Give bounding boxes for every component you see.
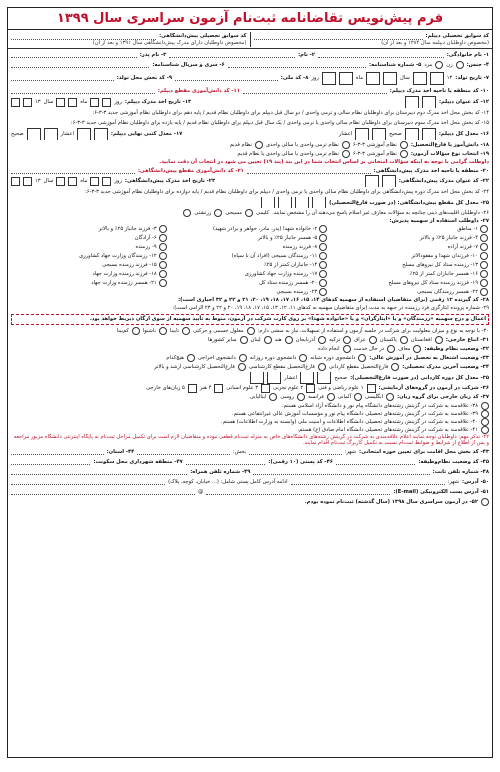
f26-opt: مسیحی [225, 209, 243, 216]
f23-month-label: ماه [80, 178, 88, 184]
quota-item[interactable] [12, 234, 167, 242]
f31-opt: لبنان [250, 337, 261, 343]
quota-warning [11, 314, 489, 325]
f18-radio[interactable] [342, 141, 350, 149]
quota-item[interactable] [333, 261, 488, 269]
f22-box[interactable] [365, 175, 379, 187]
f23-label: ۲۳- تاریخ اخذ مدرک پیش‌دانشگاهی: [124, 178, 216, 184]
f12-box[interactable] [405, 96, 419, 108]
f19-radio[interactable] [400, 150, 408, 158]
f23-day-label: روز [114, 178, 122, 184]
f43-district-label: بخش: [232, 448, 247, 455]
diploma-code-field[interactable] [254, 34, 423, 40]
f40-checkbox[interactable] [481, 418, 489, 426]
f37-radio[interactable] [297, 393, 305, 401]
f32-radio[interactable] [413, 345, 421, 353]
quota-label: ۲۳- رزمنده بسیجی [276, 289, 318, 295]
f34-radio[interactable] [391, 363, 399, 371]
f7-year-label: سال [399, 75, 410, 81]
f10-field[interactable] [243, 88, 387, 94]
f32-opt: در حال خدمت [353, 346, 385, 352]
f16-dec-label: اعشار [338, 131, 353, 137]
f6-label: ۶- سری و سریال شناسنامه: [152, 62, 225, 68]
quota-label: ۱- مناطق [457, 226, 478, 232]
f15-label: ۱۵- کد بخش محل اخذ مدرک سوم دبیرستان برای داوطلبان نظام سالی واحدی یا ترمی واحدی / یک سال قبل دیپلم برای داوطلبان نظام قدیم / پایه یازده برای داوطلبان نظام آموزشی جدید ۳-۳-۶: [70, 120, 489, 126]
f23-year-label: سال [43, 178, 54, 184]
f45-label: ۴۵- کد وضعیت نظام‌وظیفه: [418, 458, 489, 465]
f47-field[interactable] [11, 459, 90, 465]
quota-label: ۱۸- فرزند رزمنده وزارت جهاد [92, 271, 157, 277]
quota-item[interactable] [12, 252, 167, 260]
f9-field[interactable] [11, 75, 114, 81]
f20-field[interactable] [247, 168, 371, 174]
f37-radio[interactable] [327, 393, 335, 401]
f31-opt: سایر کشورها [208, 337, 237, 343]
f33-opt: دانشجوی اخراجی [197, 355, 236, 361]
f7-year-box[interactable] [430, 72, 444, 85]
registration-form [7, 7, 493, 758]
f1-label: ۱- نام خانوادگی: [446, 52, 489, 58]
f13-month-box[interactable] [68, 98, 77, 107]
f25-box[interactable] [261, 197, 275, 208]
f37-opt: آلمانی [337, 394, 352, 400]
f37-radio[interactable] [269, 393, 277, 401]
f13-year-label: سال [43, 99, 54, 105]
f26-radio[interactable] [214, 209, 222, 217]
f35-int-box[interactable] [300, 372, 314, 384]
f18-radio[interactable] [400, 141, 408, 149]
f23-year-box[interactable] [11, 177, 20, 186]
quota-item[interactable] [12, 261, 167, 269]
quota-label: ۷- فرزند آزاده [447, 244, 478, 250]
quota-label: ۹- رزمنده [135, 244, 157, 250]
f33-radio[interactable] [299, 354, 307, 362]
quota-item[interactable] [173, 270, 328, 278]
f17-int-label: اعشار [60, 131, 74, 137]
gender-female-label: زن [446, 62, 453, 68]
f27-label: ۲۷- داوطلب استفاده از سهمیه پذیرش: [389, 218, 489, 224]
quota-item[interactable] [173, 252, 328, 260]
f31-opt: هند [274, 337, 282, 343]
f34-radio[interactable] [318, 363, 326, 371]
f33-opt: هیچ‌کدام [166, 355, 184, 361]
predegree-code-note: (مخصوص داوطلبان دارای مدرک پیش‌دانشگاهی سال ۱۳۹۱ و بعد از آن) [92, 39, 247, 46]
f13-month-label: ماه [80, 99, 88, 105]
f36-checkbox[interactable] [261, 384, 270, 393]
f30-radio[interactable] [132, 327, 140, 335]
quota-label: ۲- خانواده شهدا (پدر، مادر، خواهر و برادر شهید) [212, 226, 318, 232]
f31-radio[interactable] [343, 336, 351, 344]
f16-int-box[interactable] [422, 128, 436, 140]
f33-radio[interactable] [187, 354, 195, 362]
f19-radio[interactable] [342, 150, 350, 158]
f35-int-box[interactable] [317, 372, 331, 384]
f13-digits: ۱۳ [35, 99, 41, 105]
f34-opt: فارغ‌التحصیل کارشناسی ارشد و بالاتر [154, 364, 235, 370]
f7-month-box[interactable] [366, 72, 380, 85]
f31-radio[interactable] [240, 336, 248, 344]
f44-field[interactable] [11, 449, 104, 455]
f12-box[interactable] [422, 96, 436, 108]
quota-item[interactable] [12, 279, 167, 287]
quota-label: ۱۲- رزمندگان وزارت جهاد کشاورزی [79, 253, 157, 259]
f37-opt: ایتالیایی [249, 394, 267, 400]
quota-label: ۱۵- فرزند رزمنده بسیجی [102, 262, 157, 268]
f36-checkbox[interactable] [367, 384, 376, 393]
f7-day-box[interactable] [322, 72, 336, 85]
f25-box[interactable] [295, 197, 309, 208]
f23-month-box[interactable] [68, 177, 77, 186]
f30-opt: نابینا [169, 328, 180, 334]
f7-day-label: روز [311, 75, 319, 81]
f35-int-label: صحیح [334, 374, 348, 381]
f7-year-box[interactable] [413, 72, 427, 85]
f34-opt: فارغ‌التحصیل مقطع کارشناسی [248, 364, 315, 370]
f37-opt: فرانسه [308, 394, 324, 400]
f49-label: ۴۹- شماره تلفن همراه: [190, 468, 251, 475]
f21-label: ۲۱- کد دانش‌آموزی مقطع پیش‌دانشگاهی: [137, 167, 244, 174]
f12-label: ۱۲- کد عنوان دیپلم: [438, 99, 489, 105]
f5-label: ۵- شماره شناسنامه: [369, 62, 422, 68]
f33-opt: دانشجوی دوره شبانه [310, 355, 356, 361]
f35-dec-label: اعشار [284, 374, 298, 381]
f34-radio[interactable] [238, 363, 246, 371]
f52-checkbox[interactable] [481, 498, 489, 506]
f17-dec-box[interactable] [27, 128, 41, 140]
f11-field[interactable] [11, 88, 155, 94]
f32-radio[interactable] [343, 345, 351, 353]
f32-opt: معاف [398, 346, 411, 352]
f50-address-field[interactable] [11, 479, 165, 485]
f33-opt: دانشجوی دوره روزانه [249, 355, 297, 361]
f16-dec-box[interactable] [372, 128, 386, 140]
f36-checkbox[interactable] [306, 384, 315, 393]
f35-label: ۳۵- معدل کل دوره کاردانی (در صورت فارغ‌التحصیلی): [350, 374, 489, 381]
f34-label: ۳۴- وضعیت آخرین مدرک تحصیلی: [402, 364, 489, 370]
quota-label: ۵- همسر جانباز ۲۵٪ و بالاتر [258, 235, 318, 241]
f21-field[interactable] [11, 168, 135, 174]
quota-label: ۲۱- همسر رزمنده وزارت جهاد [91, 280, 157, 286]
f33-label: ۳۳- وضعیت اشتغال به تحصیل در آموزش عالی: [369, 355, 489, 361]
predegree-code-field[interactable] [11, 34, 156, 40]
f22-box[interactable] [382, 175, 396, 187]
f18-opt: نظام ترمی واحدی یا سالی واحدی [265, 141, 339, 148]
f23-year-box[interactable] [23, 177, 32, 186]
gender-male-label: مرد [424, 62, 433, 68]
f33-radio[interactable] [358, 354, 366, 362]
f37-radio[interactable] [386, 393, 394, 401]
f30-label: ۳۰- با توجه به نوع و میزان معلولیت برای شرکت در جلسه آزمون و استفاده از تسهیلات، نیاز به منشی دارم: [257, 328, 489, 334]
f22-label: ۲۲- کد عنوان مدرک پیش‌دانشگاهی: [398, 178, 489, 184]
quota-label: ۱۹- فرزند رزمنده ستاد کل نیروهای مسلح [388, 280, 478, 286]
f20-label: ۲۰- منطقه یا ناحیه اخذ مدرک پیش‌دانشگاهی: [373, 167, 489, 174]
f16-label: ۱۶- معدل کل دیپلم: [438, 131, 489, 137]
quota-label: ۲۰- همسر رزمنده ستاد کل [259, 280, 318, 286]
gender-male-radio[interactable] [435, 61, 443, 69]
quota-item[interactable] [333, 270, 488, 278]
f47-label: ۴۷- منطقه شهرداری محل سکونت: [93, 458, 183, 465]
f41-checkbox[interactable] [481, 426, 489, 434]
f31-opt: آذربایجان [295, 337, 316, 343]
f3-label: ۳- نام پدر: [139, 52, 167, 58]
f50-city-label: شهر: [447, 478, 460, 485]
f43-district-field[interactable] [137, 449, 230, 455]
f6-field[interactable] [11, 62, 149, 68]
f37-opt: روسی [280, 394, 295, 400]
f5-field[interactable] [228, 62, 366, 68]
quota-label: ۸- فرزند رزمنده [282, 244, 318, 250]
f3-field[interactable] [11, 52, 137, 58]
f14-label: ۱۴- کد بخش محل اخذ مدرک دوم دبیرستان برای داوطلبان نظام سالی و ترمی واحدی / دو سال قبل دیپلم برای داوطلبان نظام قدیم / پایه دهم برای داوطلبان نظام آموزشی جدید ۳-۳-۶: [92, 110, 489, 116]
quota-item[interactable] [333, 288, 488, 296]
f23-digits: ۱۳ [35, 178, 41, 184]
f35-dec-box[interactable] [250, 372, 264, 384]
f51-label: ۵۱- آدرس پست الکترونیکی (E-mail): [393, 488, 489, 495]
f25-box[interactable] [278, 197, 292, 208]
f4-label: ۴- جنس: [466, 62, 489, 68]
quota-item[interactable] [173, 243, 328, 251]
quota-label: ۱۷- رزمنده وزارت جهاد کشاورزی [244, 271, 318, 277]
f35-dec-box[interactable] [267, 372, 281, 384]
quota-label: ۳- فرزند جانباز ۲۵٪ و بالاتر [98, 226, 157, 232]
f18-label: ۱۸- دانش‌آموز یا فارغ‌التحصیل: [410, 141, 489, 148]
f36-opt: ۵ زبان‌های خارجی [146, 385, 185, 391]
quota-item[interactable] [173, 261, 328, 269]
f50-hint: ادامه آدرس کامل پستی شامل: (... خیابان، کوچه، پلاک) [168, 478, 288, 485]
header-codes [8, 32, 492, 47]
f7-digits: ۱۳ [446, 75, 453, 81]
f43-city-label: شهر: [344, 448, 357, 455]
f37-label: ۳۷- کد زبان خارجی برای گروه زبان: [397, 394, 489, 400]
f19-label: ۱۹- انتخاب نوع سؤالات آزمون: [410, 150, 489, 157]
f30-opt: کم‌بینا [116, 328, 129, 334]
quota-label: ۱۰- فرزندان شهدا و مفقودالاثر [411, 253, 478, 259]
f30-radio[interactable] [182, 327, 190, 335]
quota-item[interactable] [173, 225, 328, 233]
f32-opt: انجام داده [318, 346, 340, 352]
warning-1: داوطلب گرامی با توجه به اینکه سؤالات امتحانی بر اساس انتخاب شما در این بند (بند ۱۹) تعیین می شود در انتخاب آن دقت نمایید. [159, 159, 489, 165]
f7-label: ۷- تاریخ تولد: [455, 75, 489, 81]
f39-checkbox[interactable] [481, 410, 489, 418]
f31-opt: افغانستان [410, 337, 432, 343]
f16-int-box[interactable] [405, 128, 419, 140]
f7-day-box[interactable] [339, 72, 353, 85]
f31-opt: ترکیه [329, 337, 341, 343]
f38-checkbox[interactable] [481, 402, 489, 410]
f13-year-box[interactable] [11, 98, 20, 107]
f38-label: ۳۸- علاقه‌مند به شرکت در گزینش رشته‌های دانشگاه پیام نور و دانشگاه آزاد اسلامی هستم. [281, 402, 478, 409]
f2-label: ۲- نام: [298, 52, 315, 58]
f43-label: ۴۳- کد بخش محل اقامت برای تعیین حوزه امتحانی: [359, 448, 489, 455]
f30-opt: ناشنوا [142, 328, 156, 334]
f39-label: ۳۹- علاقه‌مند به شرکت در گزینش رشته‌های تحصیلی دانشگاه پیام نور و مؤسسات آموزش عالی غیرانتفاعی هستم. [232, 410, 478, 417]
f13-day-label: روز [114, 99, 122, 105]
f25-label: ۲۵- معدل کل مقطع پیش‌دانشگاهی: (در صورت فارغ‌التحصیلی) [329, 199, 489, 206]
f7-month-box[interactable] [383, 72, 397, 85]
f46-label: ۴۶- کد پستی (۱۰ رقمی): [268, 458, 333, 465]
f31-opt: عراق [354, 337, 366, 343]
f31-label: ۳۱- اتباع خارجی: [445, 337, 489, 343]
f36-label: ۳۶- شرکت در آزمون در گروه‌های آزمایشی: [378, 385, 489, 391]
f13-month-box[interactable] [56, 98, 65, 107]
f34-opt: فارغ‌التحصیل مقطع کاردانی [328, 364, 389, 370]
diploma-code-label: کد سوابق تحصیلی دیپلم: [425, 33, 489, 40]
quota-label: ۶- آزادگان [134, 235, 157, 241]
f26-opt: کلیمی [256, 209, 270, 216]
f36-checkbox[interactable] [188, 384, 197, 393]
f1-field[interactable] [318, 52, 444, 58]
f31-radio[interactable] [285, 336, 293, 344]
f9-label: ۹- کد بخش محل تولد: [116, 75, 173, 81]
f41-label: ۴۱- علاقه‌مند به شرکت در گزینش رشته‌های تحصیلی دانشگاه امام صادق (ع) هستم. [297, 426, 478, 433]
at-sign: @ [198, 488, 204, 495]
f29-label: ۲۹- شماره پرونده ایثارگری فرد رزمنده در جبهه به مدت (برای متقاضیان سهمیه به کدهای ۱۱، ۱۲، ۱۳، ۱۵، ۱۷، ۱۸، ۱۹، ۲۰ و ۲۲ و ۲۳ الزامی است): [172, 305, 489, 311]
f42-note: ۴۲- تذکر مهم: داوطلبان توجه نمایند اعلام علاقه‌مندی به شرکت در گزینش رشته‌های دانشگاه‌های خاص به منزله ثبت‌نام قطعی نبوده و متقاضیان لازم است برای تکمیل مراحل ثبت‌نام به پایگاه اینترنتی دانشگاه مزبور مراجعه و پس از اطلاع از شرایط و ضوابط ثبت‌نام نسبت به تکمیل کاربرگ ثبت‌نام اقدام نمایند. [13, 433, 489, 447]
f13-day-box[interactable] [90, 98, 99, 107]
f51-user-field[interactable] [11, 489, 195, 495]
f18-opt: نظام آموزشی ۳-۳-۶ [352, 141, 397, 148]
f32-radio[interactable] [387, 345, 395, 353]
f18-radio[interactable] [255, 141, 263, 149]
f26-radio[interactable] [183, 209, 191, 217]
f48-field[interactable] [253, 469, 429, 475]
f36-opt: ۳ علوم انسانی [226, 385, 259, 391]
gender-female-radio[interactable] [456, 61, 464, 69]
f17-dec-label: صحیح [11, 131, 24, 137]
f36-checkbox[interactable] [214, 384, 223, 393]
quota-item[interactable] [12, 243, 167, 251]
f19-opt: نظام آموزشی ۳-۳-۶ [352, 150, 397, 157]
f7-month-label: ماه [355, 75, 363, 81]
f17-int-box[interactable] [94, 128, 108, 140]
f16-dec-box[interactable] [355, 128, 369, 140]
quota-label: ۴- فرزند جانباز ۲۵٪ و بالاتر [420, 235, 478, 241]
f46-field[interactable] [186, 459, 265, 465]
f17-int-box[interactable] [77, 128, 91, 140]
diploma-code-note: (مخصوص داوطلبان دیپلمه سال ۱۳۸۴ و بعد از آن) [381, 39, 489, 46]
f43-city-field[interactable] [249, 449, 342, 455]
f28-label: ۲۸- کد گیرنده ۱۲ رقمی (برای متقاضیان استفاده از سهمیه کدهای ۱۴، ۱۵، ۱۶، ۱۷، ۱۸، ۱۹، ۲۰، ۲۱ و ۲۲ و ۳۲ اجباری است): [178, 297, 489, 303]
f25-box[interactable] [312, 197, 326, 208]
f45-field[interactable] [336, 459, 415, 465]
f26-label: ۲۶- داوطلبان اقلیت‌های دینی چنانچه به سؤالات معارف غیر اسلام پاسخ می‌دهند آن را مشخص نمایند. [272, 209, 489, 216]
f36-opt: ۲ علوم تجربی [273, 385, 304, 391]
quota-label: ۱۶- همسر جانبازان کمتر از ۲۵٪ [409, 271, 478, 277]
f31-opt: پاکستان [379, 337, 397, 343]
f13-label: ۱۳- تاریخ اخذ مدرک دیپلم: [124, 99, 192, 105]
quota-label: ۲۲- همسر رزمندگان بسیجی [417, 289, 478, 295]
f37-radio[interactable] [354, 393, 362, 401]
f23-day-box[interactable] [90, 177, 99, 186]
quota-item[interactable] [12, 225, 167, 233]
f50-label: ۵۰- آدرس: [462, 478, 489, 485]
f26-radio[interactable] [245, 209, 253, 217]
quota-item[interactable] [333, 234, 488, 242]
f24-label: ۲۴- کد بخش محل اخذ مدرک دوره پیش‌دانشگاهی برای داوطلبان نظام سالی واحدی یا ترمی واحدی / دیپلم برای داوطلبان نظام قدیم / پایه دوازده برای داوطلبان نظام آموزشی جدید ۳-۳-۶: [85, 189, 489, 195]
quota-item[interactable] [333, 252, 488, 260]
f16-int-label: صحیح [389, 131, 402, 137]
f50-city-field[interactable] [291, 479, 445, 485]
f26-opt: زرتشتی [194, 209, 212, 216]
f48-label: ۴۸- شماره تلفن ثابت: [432, 468, 489, 475]
f2-field[interactable] [169, 52, 295, 58]
quota-item[interactable] [333, 279, 488, 287]
f49-field[interactable] [11, 469, 187, 475]
f8-field[interactable] [175, 75, 278, 81]
f19-opt: نظام ترمی واحدی یا سالی واحدی یا نظام قدیم [237, 150, 339, 157]
f36-opt: ۴ هنر [199, 385, 212, 391]
f31-radio[interactable] [369, 336, 377, 344]
f23-day-box[interactable] [102, 177, 111, 186]
predegree-code-label: کد سوابق تحصیلی پیش‌دانشگاهی: [159, 33, 247, 40]
quota-label: ۱۴- جانبازان کمتر از ۲۵٪ [263, 262, 318, 268]
quota-item[interactable] [173, 234, 328, 242]
quota-item[interactable] [333, 225, 488, 233]
f40-label: ۴۰- علاقه‌مند به شرکت در گزینش رشته‌های تحصیلی دانشگاه اطلاعات و امنیت ملی (وابسته به وزارت اطلاعات) هستم. [221, 418, 478, 425]
f33-radio[interactable] [239, 354, 247, 362]
f36-opt: ۱ علوم ریاضی و فنی [318, 385, 364, 391]
f51-domain-field[interactable] [206, 489, 390, 495]
f11-label: ۱۱- کد دانش‌آموزی مقطع دیپلم: [157, 88, 240, 94]
f31-radio[interactable] [435, 336, 443, 344]
quota-item[interactable] [12, 270, 167, 278]
quota-item[interactable] [333, 243, 488, 251]
f31-radio[interactable] [400, 336, 408, 344]
f18-opt: نظام قدیم [229, 141, 252, 148]
quota-list [8, 225, 492, 296]
warning-2-text: اعمال و درج سهمیه «رزمندگان» و یا «ایثارگران» و یا «خانواده شهدا» بر روی کارت شرکت در آزمون، منوط به تأیید سهمیه از سوی ارگان ذیربط خواهد بود. [89, 316, 486, 323]
f10-label: ۱۰- کد منطقه یا ناحیه اخذ مدرک دیپلم: [389, 88, 489, 94]
f13-day-box[interactable] [102, 98, 111, 107]
f13-year-box[interactable] [23, 98, 32, 107]
quota-label: ۱۱- رزمندگان بسیجی (افراد آن با سپاه) [231, 253, 318, 259]
f32-label: ۳۲- وضعیت نظام وظیفه: [424, 346, 489, 352]
f44-label: ۴۴- استان: [106, 448, 135, 455]
f30-radio[interactable] [159, 327, 167, 335]
quota-label: ۱۳- رزمنده ستاد کل نیروهای مسلح [402, 262, 478, 268]
f31-radio[interactable] [264, 336, 272, 344]
f17-label: ۱۷- معدل کتبی نهایی دیپلم: [110, 131, 183, 137]
f37-opt: انگلیسی [365, 394, 384, 400]
quota-item[interactable] [173, 288, 328, 296]
quota-item[interactable] [173, 279, 328, 287]
f23-month-box[interactable] [56, 177, 65, 186]
f30-radio[interactable] [247, 327, 255, 335]
f30-opt: معلول جسمی و حرکتی [193, 328, 244, 334]
f31-radio[interactable] [318, 336, 326, 344]
f17-dec-box[interactable] [44, 128, 58, 140]
f8-label: ۸- کد ملی: [280, 75, 309, 81]
f52-label: ۵۲- در آزمون سراسری سال ۱۳۹۸ (سال گذشته) ثبت‌نام نموده بودم. [304, 498, 478, 505]
form-title: فرم پیش‌نویس تقاضانامه ثبت‌نام آزمون سراسری سال ۱۳۹۹ [8, 11, 492, 30]
